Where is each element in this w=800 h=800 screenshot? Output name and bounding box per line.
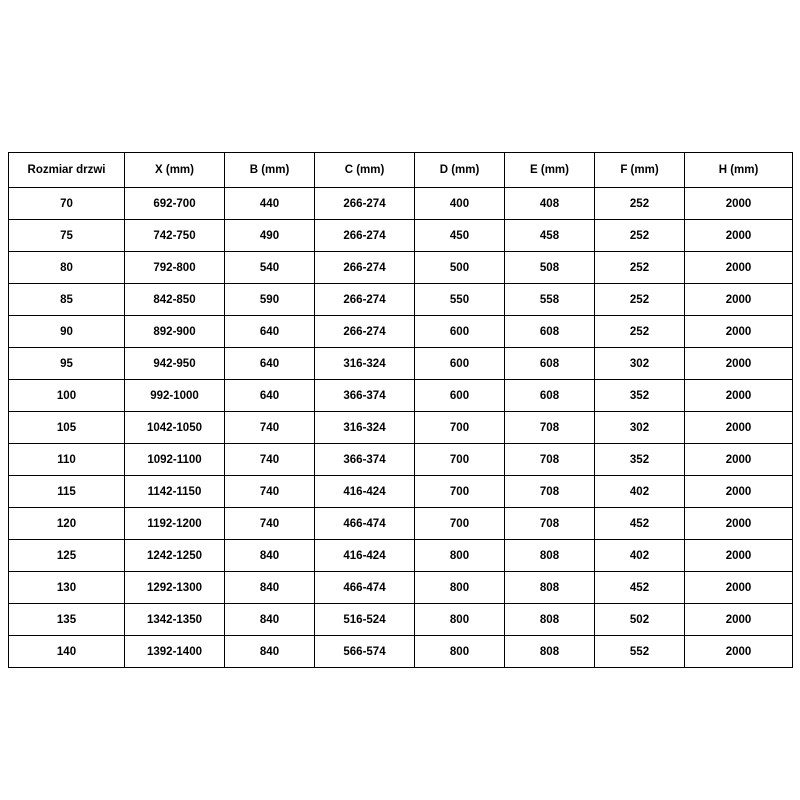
cell-b: 590 (225, 284, 315, 316)
cell-rozmiar-drzwi: 80 (9, 252, 125, 284)
cell-h: 2000 (685, 604, 793, 636)
cell-d: 600 (415, 380, 505, 412)
cell-h: 2000 (685, 508, 793, 540)
cell-c: 366-374 (315, 444, 415, 476)
cell-e: 608 (505, 316, 595, 348)
cell-x: 1292-1300 (125, 572, 225, 604)
cell-rozmiar-drzwi: 125 (9, 540, 125, 572)
cell-c: 416-424 (315, 540, 415, 572)
cell-h: 2000 (685, 476, 793, 508)
cell-f: 252 (595, 188, 685, 220)
cell-b: 840 (225, 540, 315, 572)
cell-h: 2000 (685, 412, 793, 444)
cell-rozmiar-drzwi: 75 (9, 220, 125, 252)
cell-e: 808 (505, 572, 595, 604)
specification-table-container (8, 152, 792, 668)
cell-x: 1242-1250 (125, 540, 225, 572)
cell-d: 550 (415, 284, 505, 316)
cell-d: 600 (415, 348, 505, 380)
table-header (9, 153, 793, 188)
table-row (9, 476, 793, 508)
cell-x: 792-800 (125, 252, 225, 284)
cell-e: 708 (505, 412, 595, 444)
table-row (9, 636, 793, 668)
cell-x: 992-1000 (125, 380, 225, 412)
table-row (9, 412, 793, 444)
cell-e: 408 (505, 188, 595, 220)
cell-f: 452 (595, 572, 685, 604)
table-row (9, 284, 793, 316)
cell-rozmiar-drzwi: 135 (9, 604, 125, 636)
cell-x: 1192-1200 (125, 508, 225, 540)
cell-h: 2000 (685, 252, 793, 284)
table-row (9, 220, 793, 252)
cell-x: 692-700 (125, 188, 225, 220)
cell-f: 502 (595, 604, 685, 636)
cell-x: 1342-1350 (125, 604, 225, 636)
cell-h: 2000 (685, 572, 793, 604)
cell-rozmiar-drzwi: 140 (9, 636, 125, 668)
cell-h: 2000 (685, 284, 793, 316)
table-row (9, 604, 793, 636)
cell-c: 266-274 (315, 252, 415, 284)
cell-c: 266-274 (315, 284, 415, 316)
column-header-rozmiar-drzwi: Rozmiar drzwi (9, 153, 125, 188)
cell-rozmiar-drzwi: 115 (9, 476, 125, 508)
cell-f: 252 (595, 252, 685, 284)
cell-b: 840 (225, 572, 315, 604)
cell-c: 566-574 (315, 636, 415, 668)
cell-h: 2000 (685, 444, 793, 476)
cell-b: 640 (225, 316, 315, 348)
cell-h: 2000 (685, 220, 793, 252)
cell-e: 508 (505, 252, 595, 284)
cell-f: 402 (595, 476, 685, 508)
cell-d: 800 (415, 540, 505, 572)
cell-x: 892-900 (125, 316, 225, 348)
cell-rozmiar-drzwi: 110 (9, 444, 125, 476)
cell-d: 800 (415, 636, 505, 668)
table-row (9, 380, 793, 412)
cell-c: 266-274 (315, 316, 415, 348)
cell-f: 352 (595, 444, 685, 476)
column-header-h: H (mm) (685, 153, 793, 188)
cell-e: 808 (505, 636, 595, 668)
cell-rozmiar-drzwi: 130 (9, 572, 125, 604)
cell-c: 266-274 (315, 220, 415, 252)
cell-b: 740 (225, 412, 315, 444)
cell-x: 942-950 (125, 348, 225, 380)
table-row (9, 572, 793, 604)
cell-c: 316-324 (315, 348, 415, 380)
cell-e: 458 (505, 220, 595, 252)
cell-e: 558 (505, 284, 595, 316)
cell-c: 466-474 (315, 572, 415, 604)
cell-e: 808 (505, 540, 595, 572)
cell-rozmiar-drzwi: 100 (9, 380, 125, 412)
cell-b: 740 (225, 444, 315, 476)
cell-f: 252 (595, 316, 685, 348)
cell-b: 490 (225, 220, 315, 252)
cell-c: 366-374 (315, 380, 415, 412)
column-header-x: X (mm) (125, 153, 225, 188)
cell-f: 252 (595, 220, 685, 252)
specification-table (8, 152, 793, 668)
cell-rozmiar-drzwi: 120 (9, 508, 125, 540)
table-row (9, 252, 793, 284)
table-row (9, 348, 793, 380)
column-header-d: D (mm) (415, 153, 505, 188)
cell-x: 742-750 (125, 220, 225, 252)
cell-e: 808 (505, 604, 595, 636)
cell-d: 600 (415, 316, 505, 348)
cell-c: 416-424 (315, 476, 415, 508)
cell-b: 840 (225, 604, 315, 636)
table-header-row (9, 153, 793, 188)
cell-f: 302 (595, 412, 685, 444)
cell-c: 266-274 (315, 188, 415, 220)
cell-f: 352 (595, 380, 685, 412)
cell-d: 700 (415, 476, 505, 508)
table-row (9, 540, 793, 572)
cell-h: 2000 (685, 636, 793, 668)
cell-e: 608 (505, 380, 595, 412)
cell-f: 552 (595, 636, 685, 668)
cell-d: 800 (415, 572, 505, 604)
table-row (9, 188, 793, 220)
cell-b: 840 (225, 636, 315, 668)
cell-h: 2000 (685, 540, 793, 572)
cell-f: 252 (595, 284, 685, 316)
cell-b: 640 (225, 380, 315, 412)
cell-d: 700 (415, 508, 505, 540)
cell-d: 800 (415, 604, 505, 636)
cell-x: 1042-1050 (125, 412, 225, 444)
cell-x: 842-850 (125, 284, 225, 316)
cell-c: 316-324 (315, 412, 415, 444)
cell-c: 516-524 (315, 604, 415, 636)
cell-d: 700 (415, 412, 505, 444)
cell-rozmiar-drzwi: 70 (9, 188, 125, 220)
cell-h: 2000 (685, 348, 793, 380)
cell-f: 302 (595, 348, 685, 380)
column-header-c: C (mm) (315, 153, 415, 188)
cell-rozmiar-drzwi: 105 (9, 412, 125, 444)
cell-rozmiar-drzwi: 85 (9, 284, 125, 316)
cell-b: 640 (225, 348, 315, 380)
column-header-e: E (mm) (505, 153, 595, 188)
cell-d: 450 (415, 220, 505, 252)
cell-d: 400 (415, 188, 505, 220)
table-row (9, 316, 793, 348)
cell-e: 708 (505, 476, 595, 508)
cell-d: 700 (415, 444, 505, 476)
cell-f: 402 (595, 540, 685, 572)
table-row (9, 444, 793, 476)
cell-rozmiar-drzwi: 95 (9, 348, 125, 380)
cell-e: 708 (505, 508, 595, 540)
cell-c: 466-474 (315, 508, 415, 540)
cell-b: 540 (225, 252, 315, 284)
cell-rozmiar-drzwi: 90 (9, 316, 125, 348)
column-header-f: F (mm) (595, 153, 685, 188)
cell-x: 1092-1100 (125, 444, 225, 476)
cell-d: 500 (415, 252, 505, 284)
table-row (9, 508, 793, 540)
cell-b: 740 (225, 476, 315, 508)
cell-b: 740 (225, 508, 315, 540)
cell-h: 2000 (685, 188, 793, 220)
cell-e: 708 (505, 444, 595, 476)
cell-b: 440 (225, 188, 315, 220)
table-body (9, 188, 793, 668)
cell-h: 2000 (685, 316, 793, 348)
cell-x: 1392-1400 (125, 636, 225, 668)
column-header-b: B (mm) (225, 153, 315, 188)
cell-e: 608 (505, 348, 595, 380)
cell-f: 452 (595, 508, 685, 540)
cell-x: 1142-1150 (125, 476, 225, 508)
cell-h: 2000 (685, 380, 793, 412)
